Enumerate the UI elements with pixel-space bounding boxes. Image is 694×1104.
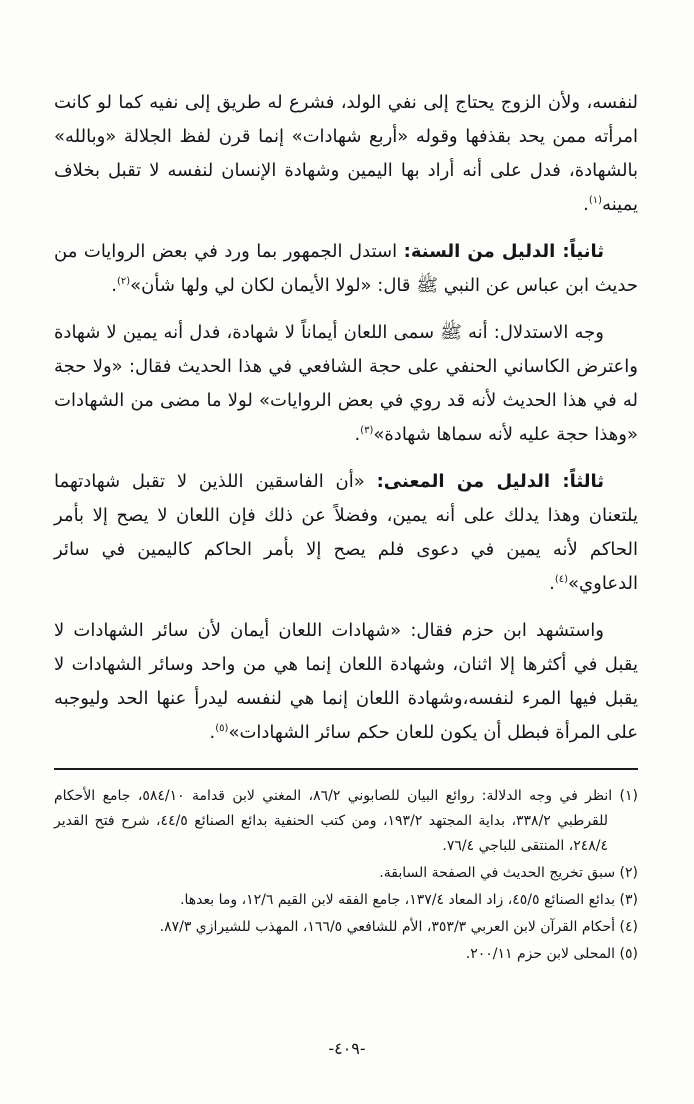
footnote-2: [54, 861, 638, 886]
footnote-1-text: انظر في وجه الدلالة: روائع البيان للصابوني ٨٦/٢، المغني لابن قدامة ٥٨٤/١٠، جامع الأحكام للقرطبي ٣٣٨/٢، بداية المجتهد ١٩٣/٢، ومن كتب الحنفية بدائع الصنائع ٤٤/٥، شرح فتح القدير ٢٤٨/٤، المنتقى للباجي ٧٦/٤.: [54, 788, 613, 854]
paragraph-2-tail: .: [111, 275, 117, 296]
footnote-ref-3: (٣): [360, 425, 374, 436]
paragraph-1: [54, 86, 638, 222]
paragraph-5: [54, 614, 638, 750]
footnote-ref-1: (١): [588, 195, 603, 206]
footnote-ref-2: (٢): [116, 276, 131, 287]
paragraph-4-heading: ثالثاً: الدليل من المعنى:: [376, 471, 604, 492]
footnote-4-text: أحكام القرآن لابن العربي ٣٥٣/٣، الأم للشافعي ١٦٦/٥، المهذب للشيرازي ٨٧/٣.: [159, 919, 616, 935]
footnote-5-text: المحلى لابن حزم ٢٠٠/١١.: [465, 946, 616, 962]
footnote-1: [54, 784, 638, 859]
paragraph-5-tail: .: [209, 722, 216, 743]
footnote-1-marker: (١): [619, 788, 638, 804]
paragraph-1-text: لنفسه، ولأن الزوج يحتاج إلى نفي الولد، فشرع له طريق إلى نفيه كما لو كانت امرأته ممن يحد بقذفها وقوله «أربع شهادات» إنما قرن لفظ الجلالة «وبالله» بالشهادة، فدل على أنه أراد بها اليمين وشهادة الإنسان لنفسه لا تقبل بخلاف يمينه: [54, 92, 638, 215]
paragraph-2-heading: ثانياً: الدليل من السنة:: [403, 241, 604, 262]
footnote-5-marker: (٥): [619, 946, 638, 962]
paragraph-2-text: استدل الجمهور بما ورد في بعض الروايات من حديث ابن عباس عن النبي ﷺ قال: «لولا الأيمان لكان لي ولها شأن»: [54, 241, 638, 296]
footnote-separator: [54, 768, 638, 770]
paragraph-3: [54, 316, 638, 452]
footnote-2-marker: (٢): [619, 865, 638, 881]
paragraph-3-tail: .: [354, 424, 361, 445]
footnote-5: [54, 942, 638, 967]
paragraph-2: [54, 235, 638, 303]
footnotes-section: [54, 784, 638, 967]
footnote-4: [54, 915, 638, 940]
footnote-4-marker: (٤): [619, 919, 638, 935]
paragraph-4: [54, 465, 638, 601]
paragraph-4-text: «أن الفاسقين اللذين لا تقبل شهادتهما يلتعنان وهذا يدلك على أنه يمين، وفضلاً عن ذلك فإن اللعان لا يصح إلا بأمر الحاكم لأنه يمين في دعوى فلم يصح إلا بأمر الحاكم كاليمين في سائر الدعاوي»: [54, 471, 638, 594]
footnote-3-marker: (٣): [619, 892, 638, 908]
footnote-3: [54, 888, 638, 913]
page-number: -٤٠٩-: [328, 1039, 366, 1058]
footnote-3-text: بدائع الصنائع ٤٥/٥، زاد المعاد ١٣٧/٤، جامع الفقه لابن القيم ١٢/٦، وما بعدها.: [180, 892, 616, 908]
paragraph-3-text: وجه الاستدلال: أنه ﷺ سمى اللعان أيماناً لا شهادة، فدل أنه يمين لا شهادة واعترض الكاساني الحنفي على حجة الشافعي في هذا الحديث فقال: «ولا حجة له في هذا الحديث لأنه قد روي في بعض الروايات» لولا ما مضى من الشهادات «وهذا حجة عليه لأنه سماها شهادة»: [54, 322, 638, 445]
paragraph-1-tail: .: [583, 194, 589, 215]
footnote-ref-5: (٥): [215, 723, 229, 734]
paragraph-4-tail: .: [549, 573, 555, 594]
footnote-2-text: سبق تخريج الحديث في الصفحة السابقة.: [379, 865, 616, 881]
paragraph-5-text: واستشهد ابن حزم فقال: «شهادات اللعان أيمان لأن سائر الشهادات لا يقبل في أكثرها إلا اثنان، وشهادة اللعان إنما هي من واحد وسائر الشهادات لا يقبل فيها المرء لنفسه،وشهادة اللعان إنما هي لنفسه ليدرأ عنها الحد وليوجبه على المرأة فبطل أن يكون للعان حكم سائر الشهادات»: [54, 620, 638, 743]
main-text: [54, 86, 638, 750]
footnote-ref-4: (٤): [554, 574, 569, 585]
